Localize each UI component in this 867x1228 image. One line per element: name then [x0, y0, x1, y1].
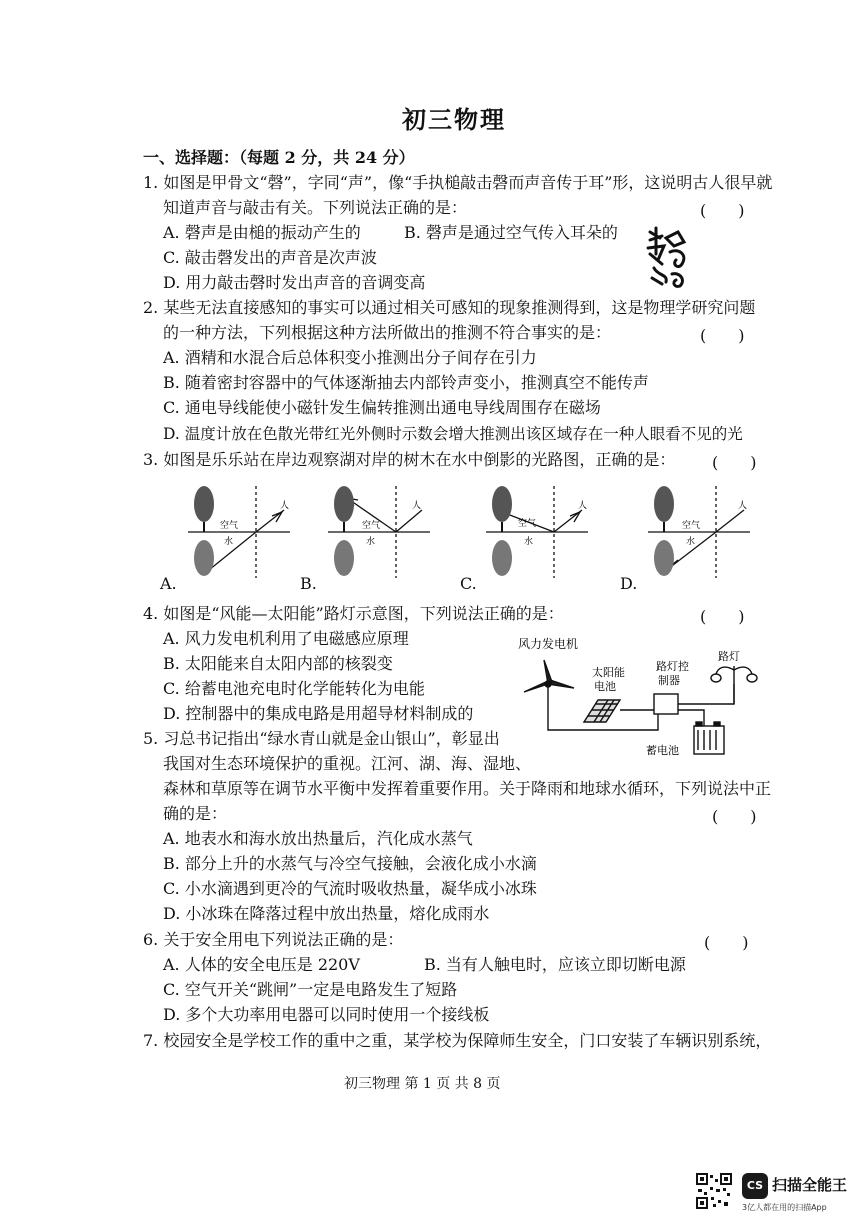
q3-figure-d — [620, 482, 760, 590]
q2-stem-line2: 的一种方法，下列根据这种方法所做出的推测不符合事实的是： — [163, 323, 612, 342]
q7-stem-line1: 7. 校园安全是学校工作的重中之重，某学校为保障师生安全，门口安装了车辆识别系统， — [143, 1031, 772, 1050]
q3d-air-label: 空气 — [682, 521, 701, 531]
q3-figure-a — [160, 482, 300, 590]
lamp-label: 路灯 — [718, 650, 740, 663]
q3d-water-label: 水 — [686, 537, 696, 547]
q6-option-c: C. 空气开关“跳闸”一定是电路发生了短路 — [163, 980, 458, 999]
q3b-water-label: 水 — [366, 537, 376, 547]
q3-label-b: B. — [300, 574, 317, 593]
q3-answer-blank: ( ) — [712, 453, 757, 472]
section-heading: 一、选择题：（每题 2 分，共 24 分） — [143, 148, 415, 167]
battery-label: 蓄电池 — [646, 744, 679, 757]
q5-answer-blank: ( ) — [712, 807, 757, 826]
q2-stem-line1: 2. 某些无法直接感知的事实可以通过相关可感知的现象推测得到，这是物理学研究问题 — [143, 298, 756, 317]
q5-option-b: B. 部分上升的水蒸气与冷空气接触，会液化成小水滴 — [163, 854, 537, 873]
controller-label-1: 路灯控 — [656, 660, 689, 673]
q6-option-d: D. 多个大功率用电器可以同时使用一个接线板 — [163, 1005, 490, 1024]
q1-option-a: A. 磬声是由槌的振动产生的 — [163, 223, 361, 242]
q5-stem-line4: 确的是： — [163, 804, 228, 823]
q5-stem-line3: 森林和草原等在调节水平衡中发挥着重要作用。关于降雨和地球水循环，下列说法中正 — [163, 779, 772, 798]
q4-option-d: D. 控制器中的集成电路是用超导材料制成的 — [163, 704, 474, 723]
q1-option-d: D. 用力敲击磬时发出声音的音调变高 — [163, 273, 426, 292]
oracle-bone-glyph-image — [644, 224, 692, 290]
svg-text:人: 人 — [578, 501, 588, 511]
q6-option-b: B. 当有人触电时，应该立即切断电源 — [424, 955, 686, 974]
q4-answer-blank: ( ) — [700, 607, 745, 626]
page-title: 初三物理 — [402, 105, 506, 134]
q3b-air-label: 空气 — [362, 521, 381, 531]
page-footer: 初三物理 第 1 页 共 8 页 — [344, 1076, 501, 1092]
q5-option-d: D. 小冰珠在降落过程中放出热量，熔化成雨水 — [163, 904, 490, 923]
q3-label-a: A. — [160, 574, 177, 593]
q3-label-c: C. — [460, 574, 477, 593]
wind-generator-label: 风力发电机 — [518, 637, 579, 651]
camscanner-brand: 扫描全能王 — [772, 1176, 848, 1194]
q2-answer-blank: ( ) — [700, 326, 745, 345]
q4-option-b: B. 太阳能来自太阳内部的核裂变 — [163, 654, 393, 673]
solar-label-2: 电池 — [594, 680, 616, 693]
q2-option-d: D. 温度计放在色散光带红光外侧时示数会增大推测出该区域存在一种人眼看不见的光 — [163, 425, 743, 443]
q6-option-a: A. 人体的安全电压是 220V — [163, 955, 360, 974]
q2-option-a: A. 酒精和水混合后总体积变小推测出分子间存在引力 — [163, 348, 537, 367]
q4-stem-line1: 4. 如图是“风能—太阳能”路灯示意图，下列说法正确的是： — [143, 604, 564, 623]
q5-option-a: A. 地表水和海水放出热量后，汽化成水蒸气 — [163, 829, 473, 848]
q3-stem-line1: 3. 如图是乐乐站在岸边观察湖对岸的树木在水中倒影的光路图，正确的是： — [143, 450, 676, 469]
q3a-water-label: 水 — [224, 537, 234, 547]
q6-stem-line1: 6. 关于安全用电下列说法正确的是： — [143, 930, 404, 949]
q1-answer-blank: ( ) — [700, 201, 745, 220]
q3-figure-c — [458, 482, 598, 590]
q2-option-c: C. 通电导线能使小磁针发生偏转推测出通电导线周围存在磁场 — [163, 398, 601, 417]
q2-option-b: B. 随着密封容器中的气体逐渐抽去内部铃声变小，推测真空不能传声 — [163, 373, 649, 392]
q1-option-c: C. 敲击磬发出的声音是次声波 — [163, 248, 377, 267]
q1-option-b: B. 磬声是通过空气传入耳朵的 — [404, 223, 618, 242]
svg-text:人: 人 — [738, 501, 748, 511]
q5-option-c: C. 小水滴遇到更冷的气流时吸收热量，凝华成小冰珠 — [163, 879, 537, 898]
camscanner-logo: CS — [742, 1173, 768, 1199]
q3-label-d: D. — [620, 574, 638, 593]
svg-text:人: 人 — [412, 501, 422, 511]
q1-stem-line2: 知道声音与敲击有关。下列说法正确的是： — [163, 198, 468, 217]
q5-stem-line1: 5. 习总书记指出“绿水青山就是金山银山”，彰显出 — [143, 729, 500, 748]
solar-label-1: 太阳能 — [592, 666, 625, 679]
q3c-air-label: 空气 — [518, 519, 537, 529]
q1-stem-line1: 1. 如图是甲骨文“磬”，字同“声”，像“手执槌敲击磬而声音传于耳”形，这说明古人很早就 — [143, 173, 773, 192]
svg-text:人: 人 — [280, 501, 290, 511]
q4-option-c: C. 给蓄电池充电时化学能转化为电能 — [163, 679, 425, 698]
controller-label-2: 制器 — [658, 674, 680, 687]
q3-figure-b — [300, 482, 440, 590]
q4-option-a: A. 风力发电机利用了电磁感应原理 — [163, 629, 409, 648]
q4-streetlight-figure — [508, 630, 768, 765]
q5-stem-line2: 我国对生态环境保护的重视。江河、湖、海、湿地、 — [163, 754, 532, 773]
q3a-air-label: 空气 — [220, 521, 239, 531]
qr-code-icon — [696, 1173, 732, 1209]
q3c-water-label: 水 — [524, 537, 534, 547]
camscanner-slogan: 3亿人都在用的扫描App — [742, 1203, 827, 1212]
q6-answer-blank: ( ) — [704, 933, 749, 952]
